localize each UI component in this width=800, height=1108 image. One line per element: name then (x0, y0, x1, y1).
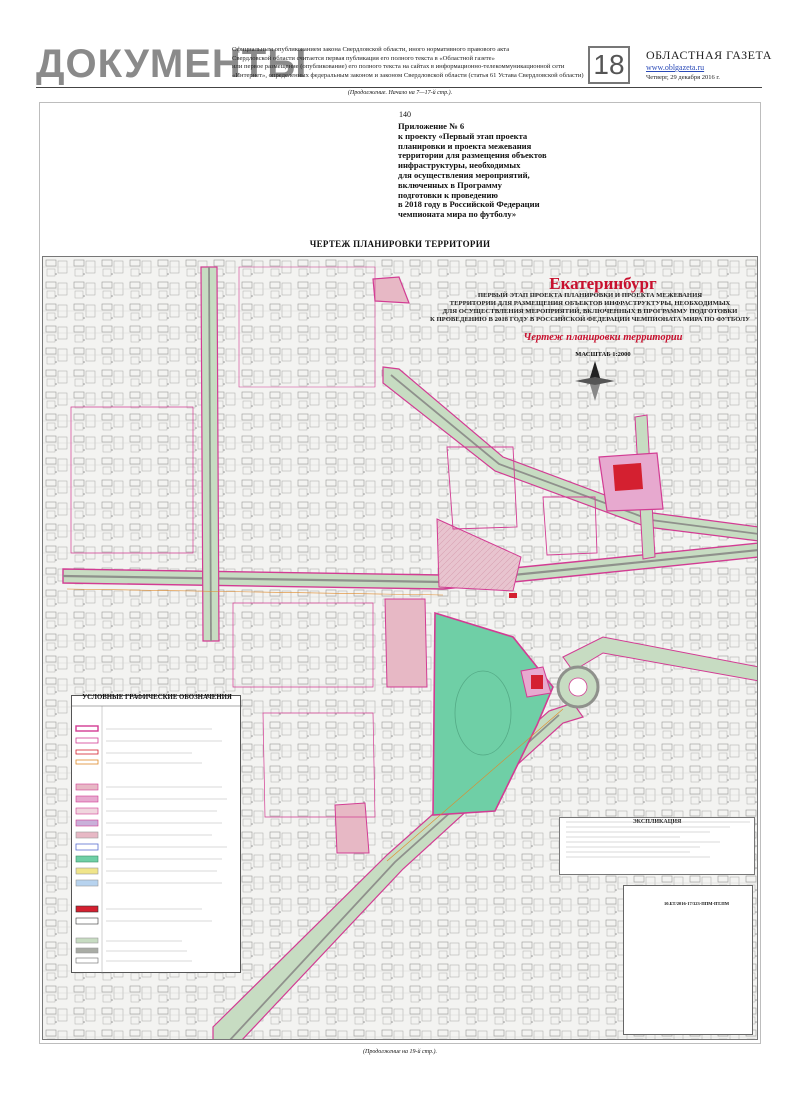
legend-swatches (72, 696, 242, 974)
map-legend (71, 695, 241, 973)
map-subtitle-line: ДЛЯ ОСУЩЕСТВЛЕНИЯ МЕРОПРИЯТИЙ, ВКЛЮЧЕННЫХ В ПРОГРАММУ ПОДГОТОВКИ (442, 308, 738, 315)
appendix-line: Приложение № 6 (398, 121, 465, 131)
drawing-code: 10.БТ/2016-17/323-ППМ-ПТ.ПМ (664, 901, 729, 906)
appendix-line: подготовки к проведению (398, 189, 498, 200)
appendix-text (398, 122, 598, 220)
map-subtitle-line: ПЕРВЫЙ ЭТАП ПРОЕКТА ПЛАНИРОВКИ И ПРОЕКТА МЕЖЕВАНИЯ (477, 292, 703, 299)
explication-title: ЭКСПЛИКАЦИЯ (632, 819, 682, 825)
header-divider (36, 87, 762, 88)
publication-note-line: или первое размещение (опубликование) его полного текста на сайтах в информационно-телекоммуникационной сети (232, 63, 565, 71)
document-page-number: 140 (399, 110, 411, 119)
continuation-top: (Продолжение. Начало на 7—17-й стр.). (347, 90, 453, 96)
map-subtitle-line: К ПРОВЕДЕНИЮ В 2018 ГОДУ В РОССИЙСКОЙ ФЕДЕРАЦИИ ЧЕМПИОНАТА МИРА ПО ФУТБОЛУ (429, 316, 751, 323)
red-marker (509, 593, 517, 598)
explication-lines (560, 818, 756, 864)
map-subtitle-line: ТЕРРИТОРИИ ДЛЯ РАЗМЕЩЕНИЯ ОБЪЕКТОВ ИНФРАСТРУКТУРЫ, НЕОБХОДИМЫХ (449, 300, 731, 307)
appendix-line: в 2018 году в Российской Федерации (398, 199, 540, 210)
map-sheet-title: Чертеж планировки территории (523, 332, 683, 343)
drawing-title: ЧЕРТЕЖ ПЛАНИРОВКИ ТЕРРИТОРИИ (309, 239, 491, 249)
roundabout-island (569, 678, 587, 696)
continuation-bottom: (Продолжение на 19-й стр.). (362, 1049, 438, 1055)
drawing-title-block (623, 885, 753, 1035)
newspaper-header (0, 0, 800, 86)
map-scale: МАСШТАБ 1:2000 (575, 351, 631, 358)
map-city-title: Екатеринбург (549, 274, 657, 293)
explication-box (559, 817, 755, 875)
red-building-north-east (613, 463, 643, 491)
map-subtitle (409, 292, 758, 324)
appendix-line: чемпионата мира по футболу» (398, 209, 517, 220)
pink-zone-west-of-stadium (385, 599, 427, 687)
appendix-line: к проекту «Первый этап проекта (398, 130, 528, 141)
newspaper-url-link[interactable]: www.oblgazeta.ru (646, 63, 705, 72)
appendix-line: планировки и проекта межевания (398, 140, 532, 151)
issue-date: Четверг, 29 декабря 2016 г. (646, 74, 720, 81)
appendix-line: территории для размещения объектов (398, 150, 547, 161)
pink-zone-south (335, 803, 369, 853)
newspaper-name: ОБЛАСТНАЯ ГАЗЕТА (646, 48, 772, 62)
page-number-box: 18 (588, 46, 630, 84)
publication-note-line: Свердловской области считается первая публикация его полного текста в «Областной газете» (232, 54, 495, 62)
appendix-line: для осуществления мероприятий, (398, 169, 530, 180)
appendix-line: включенных в Программу (398, 179, 502, 190)
planning-map (42, 256, 758, 1040)
publication-note-line: «Интернет», определенных федеральным законом и законом Свердловской области (статья 61 Устава Свердловской области) (232, 71, 584, 79)
publication-note (232, 46, 582, 80)
masthead: ДОКУМЕНТЫ (36, 42, 308, 86)
appendix-line: инфраструктуры, необходимых (398, 160, 521, 171)
stadium-building-core (531, 675, 543, 689)
legend-title: УСЛОВНЫЕ ГРАФИЧЕСКИЕ ОБОЗНАЧЕНИЯ (82, 694, 232, 701)
publication-note-line: Официальным опубликованием закона Свердловской области, иного нормативного правового акта (232, 46, 510, 53)
